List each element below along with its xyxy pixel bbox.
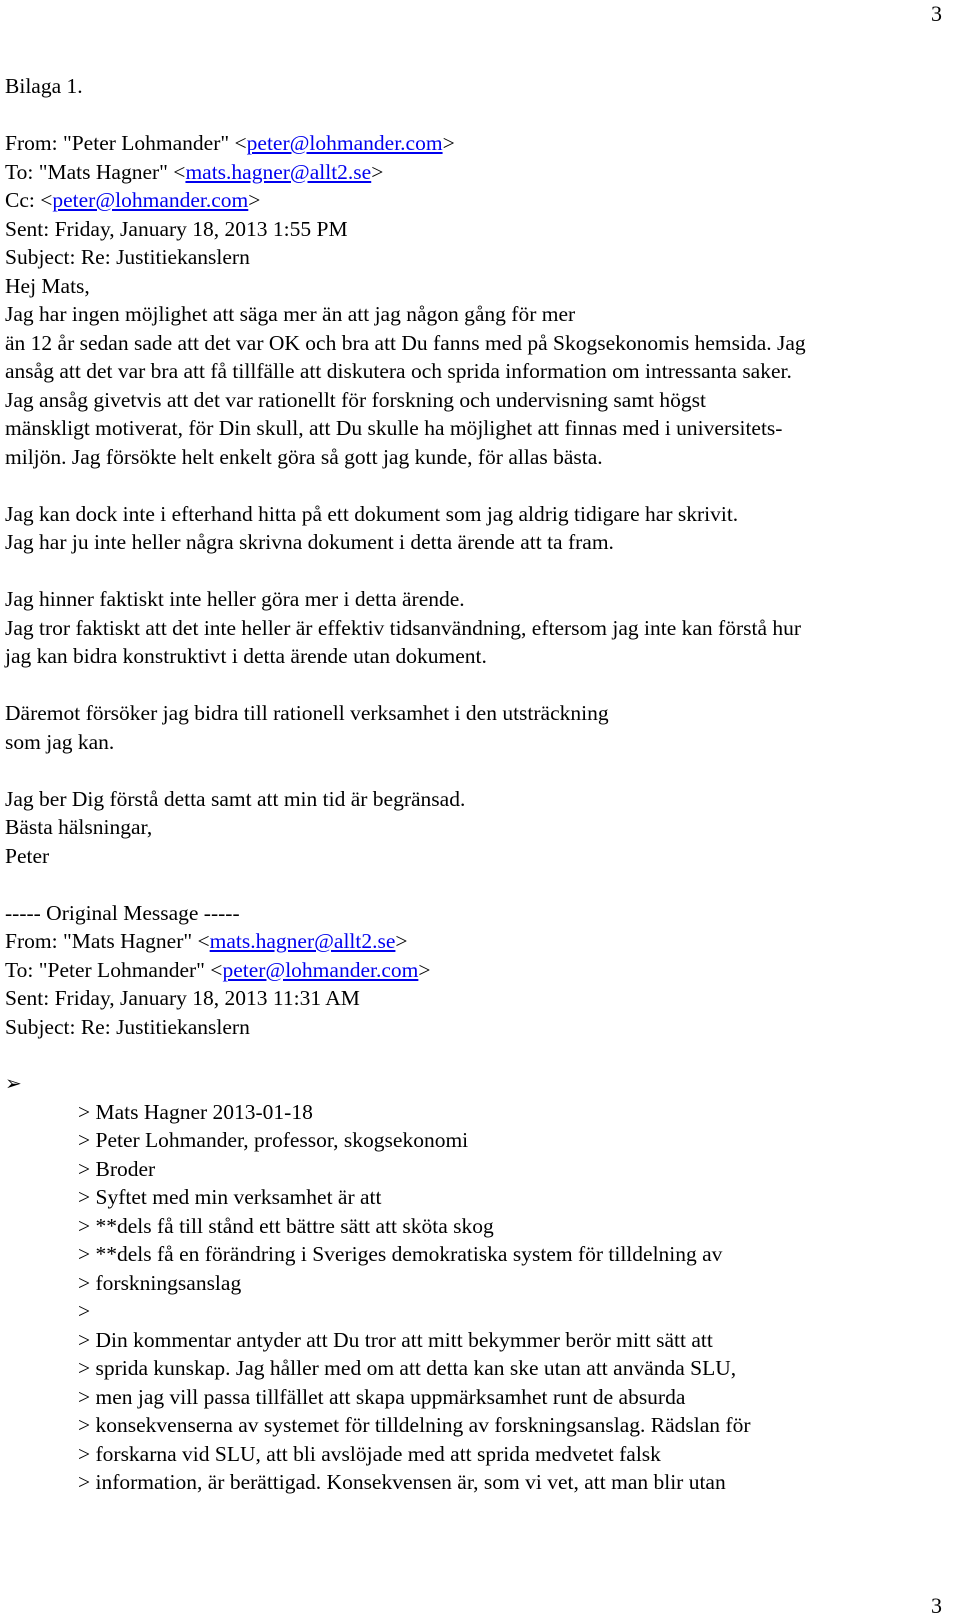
body-line: miljön. Jag försökte helt enkelt göra så gott jag kunde, för allas bästa. [5, 444, 603, 469]
original-to-line [5, 956, 945, 985]
body-line: jag kan bidra konstruktivt i detta ärende utan dokument. [5, 644, 487, 668]
reply-cc-line [5, 186, 945, 215]
reply-to-suffix: > [371, 159, 384, 184]
quoted-line: > konsekvenserna av systemet för tilldelning av forskningsanslag. Rädslan för [78, 1413, 751, 1437]
document-body [5, 72, 945, 1497]
quoted-line: > Broder [78, 1156, 156, 1181]
reply-from-suffix: > [442, 131, 455, 155]
original-from-line [5, 927, 945, 956]
original-from-email-link[interactable]: mats.hagner@allt2.se [209, 929, 396, 953]
body-line: mänskligt motiverat, för Din skull, att Du skulle ha möjlighet att finnas med i universitets- [5, 416, 783, 440]
reply-to-email-link[interactable]: mats.hagner@allt2.se [185, 159, 372, 184]
reply-greeting: Hej Mats, [5, 273, 90, 298]
quoted-line: > forskarna vid SLU, att bli avslöjade med att sprida medvetet falsk [78, 1441, 661, 1466]
body-line: som jag kan. [5, 729, 115, 754]
reply-from-line [5, 129, 945, 158]
quote-bullet-row [5, 1069, 945, 1098]
quoted-block [5, 1098, 945, 1497]
body-line: Jag tror faktiskt att det inte heller är effektiv tidsanvändning, eftersom jag inte kan förstå hur [5, 615, 802, 640]
quoted-line: > **dels få en förändring i Sveriges demokratiska system för tilldelning av [78, 1242, 723, 1266]
reply-cc-prefix: Cc: < [5, 188, 53, 212]
page-number-bottom: 3 [931, 1593, 942, 1618]
reply-to-line [5, 158, 945, 187]
original-from-suffix: > [395, 929, 408, 953]
body-line: än 12 år sedan sade att det var OK och bra att Du fanns med på Skogsekonomis hemsida. Jag [5, 330, 806, 355]
reply-cc-email-link[interactable]: peter@lohmander.com [52, 188, 249, 212]
quoted-line: > Syftet med min verksamhet är att [78, 1185, 382, 1209]
original-to-prefix: To: "Peter Lohmander" < [5, 957, 223, 982]
quoted-line: > [78, 1299, 91, 1323]
body-line: Jag har ingen möjlighet att säga mer än att jag någon gång för mer [5, 302, 576, 326]
spacer [5, 671, 945, 700]
quoted-line: > information, är berättigad. Konsekvensen är, som vi vet, att man blir utan [78, 1470, 726, 1494]
quoted-line: > sprida kunskap. Jag håller med om att detta kan ske utan att använda SLU, [78, 1356, 737, 1380]
reply-sent-line: Sent: Friday, January 18, 2013 1:55 PM [5, 216, 348, 241]
reply-cc-suffix: > [248, 188, 261, 212]
quoted-line: > **dels få till stånd ett bättre sätt att sköta skog [78, 1213, 494, 1238]
attachment-label: Bilaga 1. [5, 74, 83, 98]
body-line: Jag hinner faktiskt inte heller göra mer i detta ärende. [5, 587, 465, 611]
spacer [5, 756, 945, 785]
body-line: Däremot försöker jag bidra till rationell verksamhet i den utsträckning [5, 701, 609, 725]
quoted-line: > forskningsanslag [78, 1270, 242, 1295]
reply-subject-line: Subject: Re: Justitiekanslern [5, 245, 250, 269]
spacer [5, 101, 945, 130]
body-line: Jag har ju inte heller några skrivna dokument i detta ärende att ta fram. [5, 530, 614, 554]
body-line: Jag kan dock inte i efterhand hitta på ett dokument som jag aldrig tidigare har skrivit. [5, 501, 739, 526]
spacer [5, 870, 945, 899]
original-message-header: ----- Original Message ----- [5, 900, 240, 925]
signature-name: Peter [5, 843, 50, 868]
body-line: Jag ansåg givetvis att det var rationellt för forskning och undervisning samt högst [5, 387, 706, 412]
original-to-email-link[interactable]: peter@lohmander.com [222, 957, 419, 982]
quoted-line: > Din kommentar antyder att Du tror att mitt bekymmer berör mitt sätt att [78, 1327, 713, 1352]
spacer [5, 471, 945, 500]
spacer [5, 557, 945, 586]
original-from-prefix: From: "Mats Hagner" < [5, 929, 210, 953]
quoted-line: > Peter Lohmander, professor, skogsekonomi [78, 1128, 469, 1152]
arrow-bullet-icon: ➢ [5, 1071, 22, 1095]
body-line: ansåg att det var bra att få tillfälle att diskutera och sprida information om intressanta saker. [5, 359, 792, 383]
original-to-suffix: > [418, 957, 431, 982]
original-subject-line: Subject: Re: Justitiekanslern [5, 1014, 250, 1039]
signoff-line: Bästa hälsningar, [5, 815, 153, 839]
body-line: Jag ber Dig förstå detta samt att min tid är begränsad. [5, 786, 466, 811]
quoted-line: > men jag vill passa tillfället att skapa uppmärksamhet runt de absurda [78, 1384, 686, 1409]
reply-from-prefix: From: "Peter Lohmander" < [5, 131, 247, 155]
original-sent-line: Sent: Friday, January 18, 2013 11:31 AM [5, 986, 360, 1010]
reply-to-prefix: To: "Mats Hagner" < [5, 159, 186, 184]
page-number-top: 3 [931, 1, 942, 26]
quoted-line: > Mats Hagner 2013-01-18 [78, 1099, 313, 1124]
reply-from-email-link[interactable]: peter@lohmander.com [246, 131, 443, 155]
